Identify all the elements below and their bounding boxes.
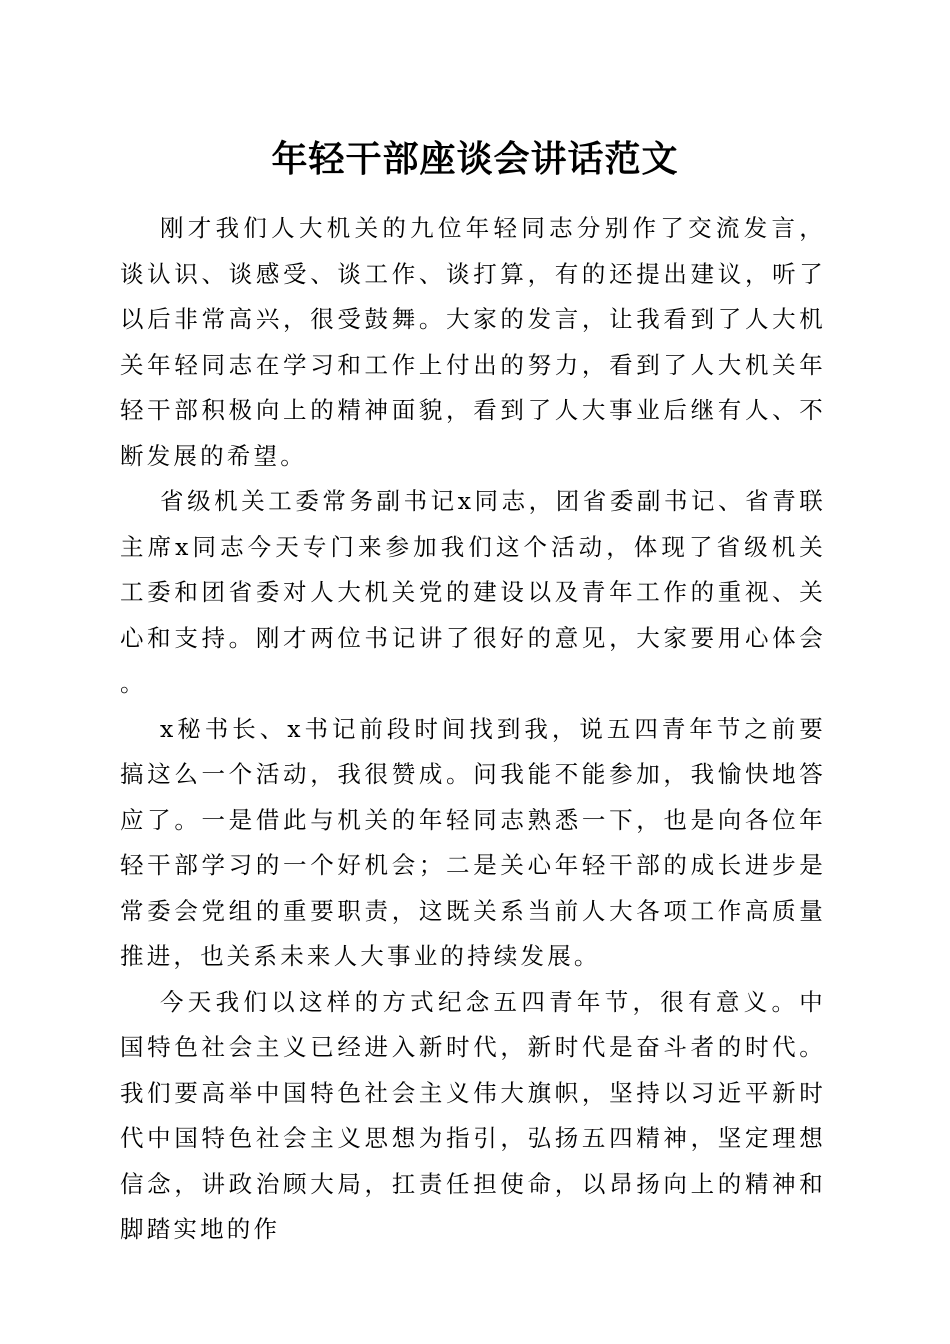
document-title: 年轻干部座谈会讲话范文: [271, 138, 679, 180]
paragraph: x秘书长、x书记前段时间找到我，说五四青年节之前要搞这么一个活动，我很赞成。问我能不能参加，我愉快地答应了。一是借此与机关的年轻同志熟悉一下，也是向各位年轻干部学习的一个好机会；二是关心年轻干部的成长进步是常委会党组的重要职责，这既关系当前人大各项工作高质量推进，也关系未来人大事业的持续发展。: [120, 714, 826, 970]
paragraph: 省级机关工委常务副书记x同志，团省委副书记、省青联主席x同志今天专门来参加我们这个活动，体现了省级机关工委和团省委对人大机关党的建设以及青年工作的重视、关心和支持。刚才两位书记讲了很好的意见，大家要用心体会。: [120, 487, 826, 697]
paragraph: 刚才我们人大机关的九位年轻同志分别作了交流发言，谈认识、谈感受、谈工作、谈打算，有的还提出建议，听了以后非常高兴，很受鼓舞。大家的发言，让我看到了人大机关年轻同志在学习和工作上付出的努力，看到了人大机关年轻干部积极向上的精神面貌，看到了人大事业后继有人、不断发展的希望。: [120, 214, 826, 470]
document-body: [120, 206, 826, 1253]
paragraph: 今天我们以这样的方式纪念五四青年节，很有意义。中国特色社会主义已经进入新时代，新时代是奋斗者的时代。我们要高举中国特色社会主义伟大旗帜，坚持以习近平新时代中国特色社会主义思想为指引，弘扬五四精神，坚定理想信念，讲政治顾大局，扛责任担使命，以昂扬向上的精神和脚踏实地的作: [120, 987, 826, 1243]
